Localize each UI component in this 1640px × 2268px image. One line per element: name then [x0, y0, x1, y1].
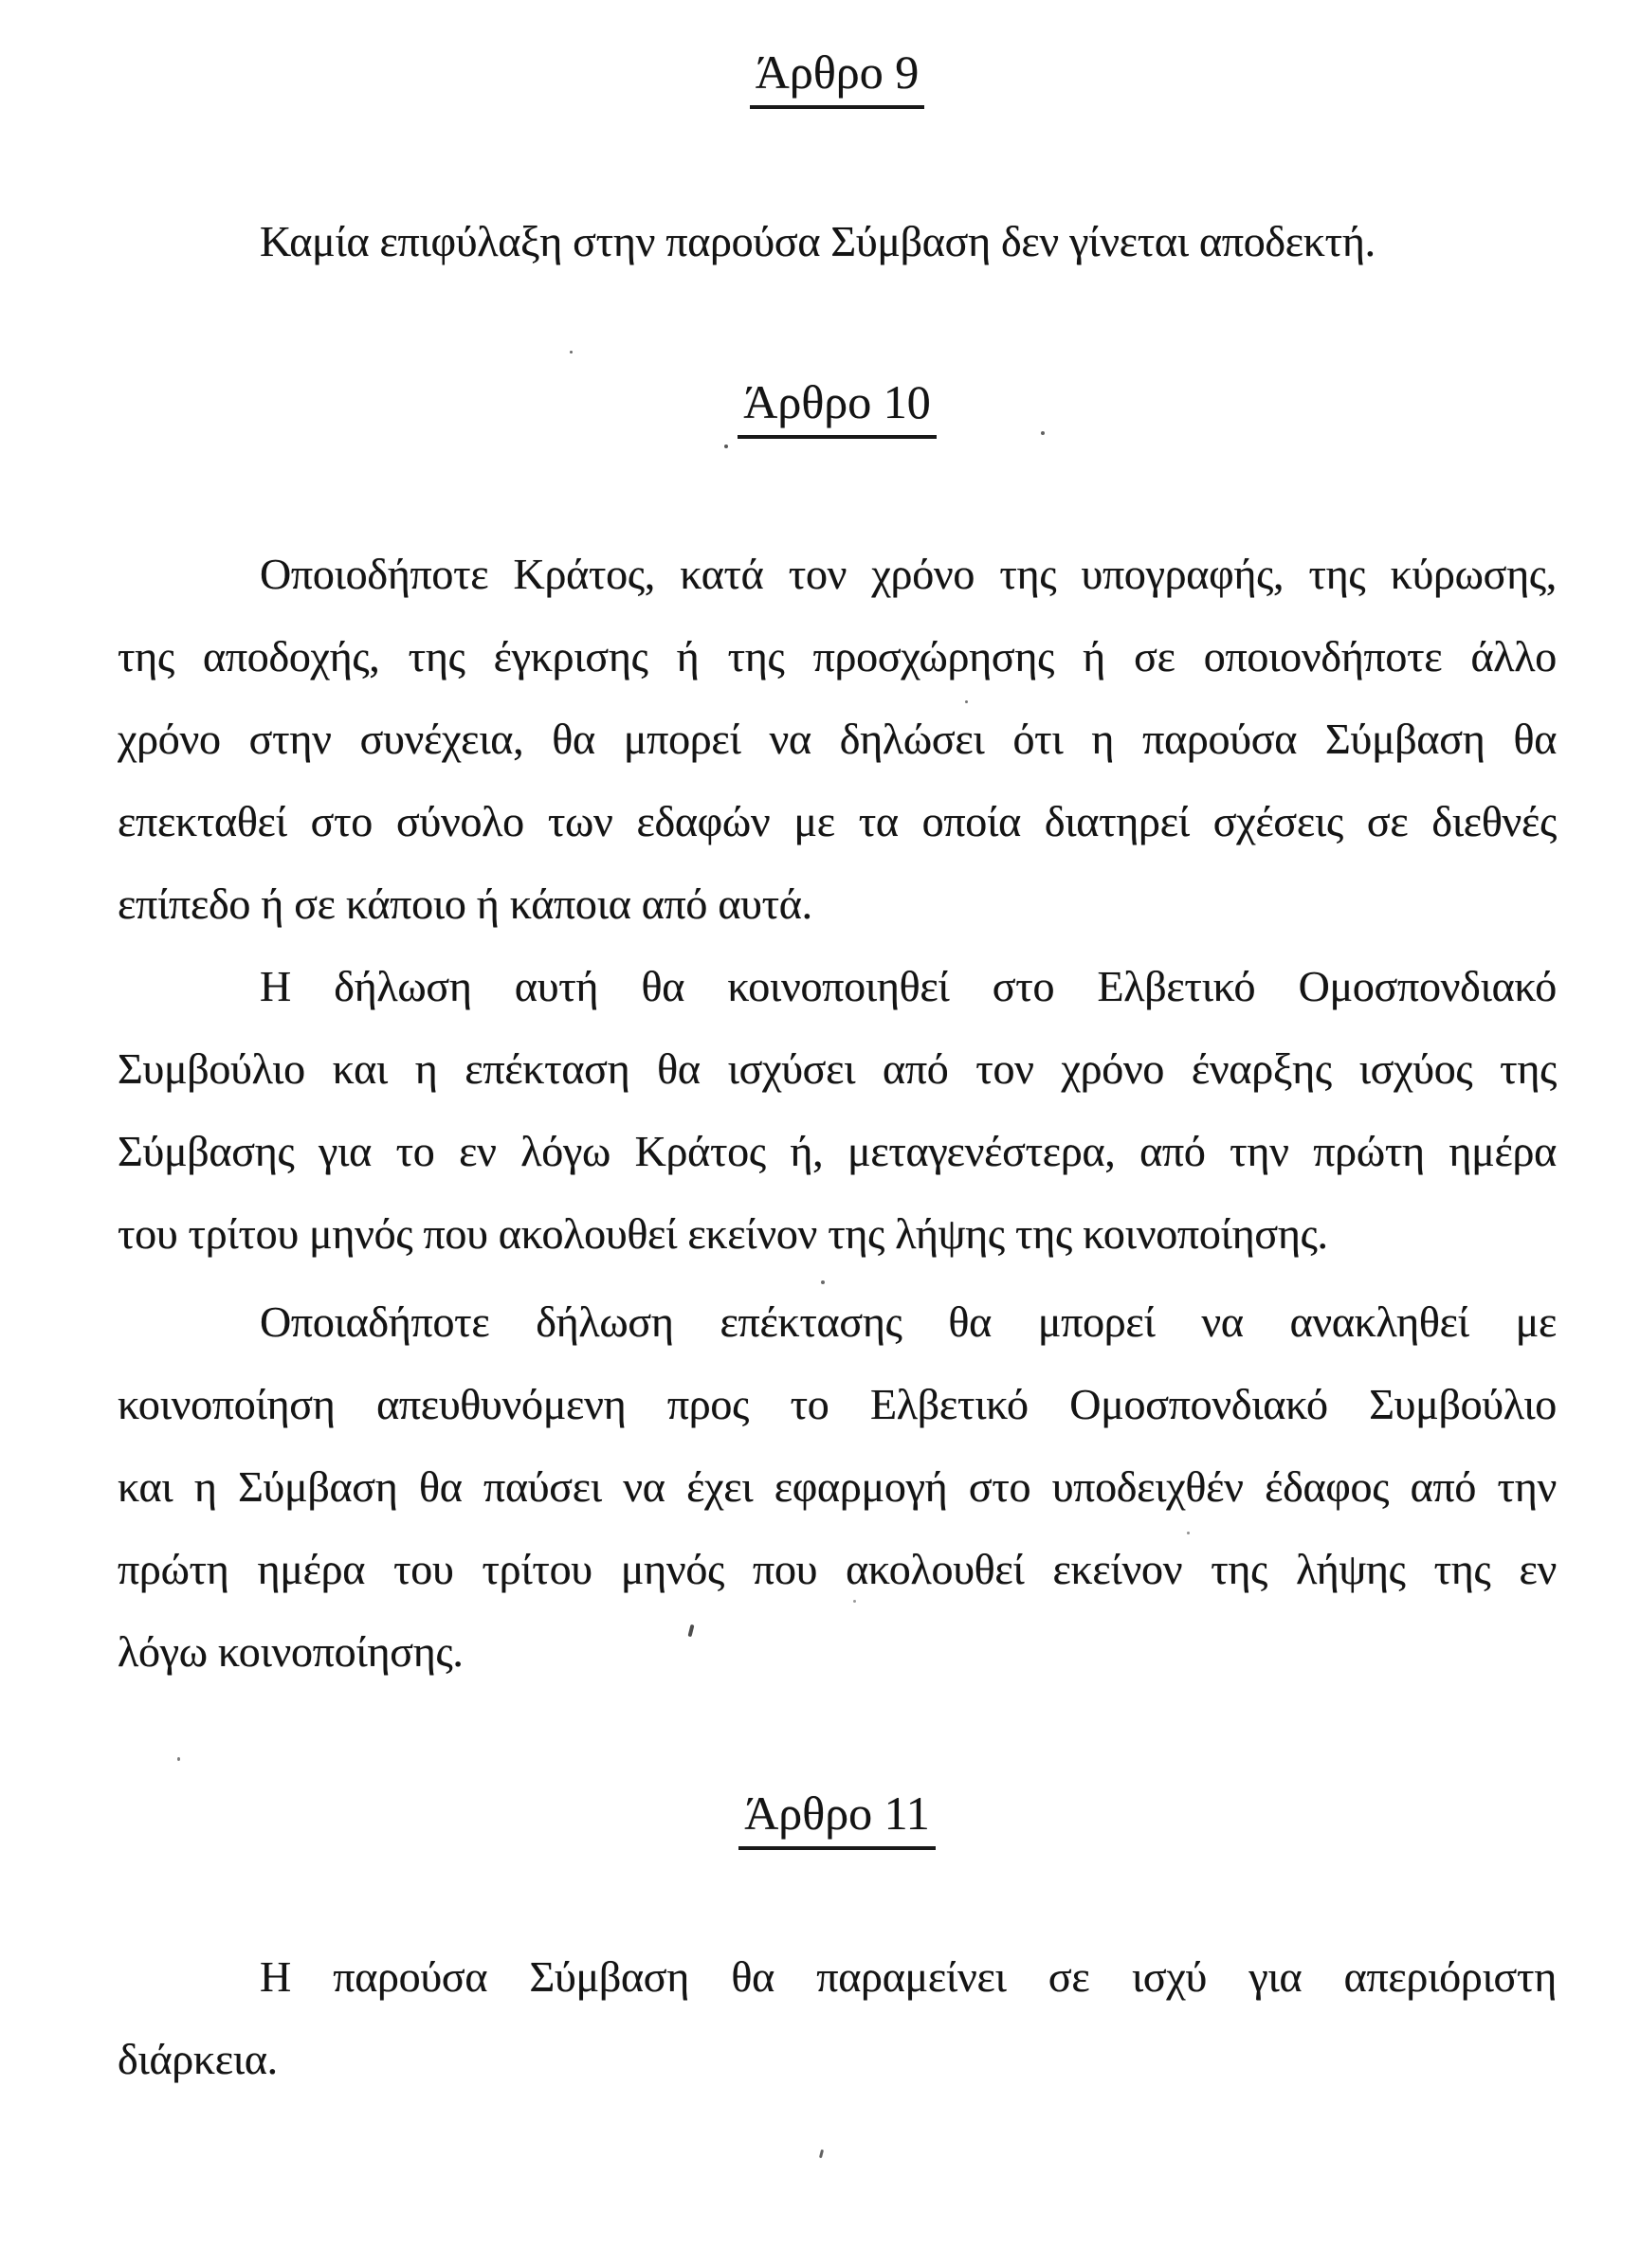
scan-mark-comma [819, 2150, 824, 2158]
article-11-paragraph-1 [118, 1935, 1557, 2100]
text-line: επίπεδο ή σε κάποιο ή κάποια από αυτά. [118, 880, 812, 928]
text-line: διάρκεια. [118, 2035, 278, 2083]
article-11-heading-text: Άρθρο 11 [738, 1785, 936, 1850]
article-10-paragraph-2 [118, 945, 1557, 1275]
scan-speck [821, 1280, 825, 1284]
text-line: χρόνο στην συνέχεια, θα μπορεί να δηλώσει ότι η παρούσα Σύμβαση θα [118, 715, 1557, 763]
text-line: Οποιοδήποτε Κράτος, κατά τον χρόνο της υπογραφής, της κύρωσης, [260, 550, 1557, 598]
scan-speck [724, 445, 728, 448]
text-line: Η δήλωση αυτή θα κοινοποιηθεί στο Ελβετικό Ομοσπονδιακό [260, 962, 1557, 1010]
text-line: Η παρούσα Σύμβαση θα παραμείνει σε ισχύ για απεριόριστη [260, 1952, 1557, 2001]
text-line: Οποιαδήποτε δήλωση επέκτασης θα μπορεί να ανακληθεί με [260, 1297, 1557, 1346]
article-10-heading-text: Άρθρο 10 [738, 373, 936, 439]
scan-speck [1187, 1532, 1190, 1534]
scan-speck [177, 1757, 180, 1761]
text-line: Σύμβασης για το εν λόγω Κράτος ή, μεταγενέστερα, από την πρώτη ημέρα [118, 1127, 1557, 1175]
text-line: του τρίτου μηνός που ακολουθεί εκείνον της λήψης της κοινοποίησης. [118, 1209, 1328, 1258]
article-11-heading [118, 1785, 1557, 1850]
article-9-paragraph-1 [118, 200, 1557, 282]
article-10-heading [118, 373, 1557, 439]
text-line: Καμία επιφύλαξη στην παρούσα Σύμβαση δεν γίνεται αποδεκτή. [260, 217, 1376, 265]
scan-speck [853, 1600, 856, 1603]
text-line: Συμβούλιο και η επέκταση θα ισχύσει από τον χρόνο έναρξης ισχύος της [118, 1044, 1557, 1093]
text-line: λόγω κοινοποίησης. [118, 1627, 464, 1676]
article-10-paragraph-3 [118, 1280, 1557, 1693]
article-9-heading-text: Άρθρο 9 [750, 44, 924, 109]
scan-speck [1041, 431, 1045, 435]
scan-speck [570, 351, 573, 354]
text-line: πρώτη ημέρα του τρίτου μηνός που ακολουθεί εκείνον της λήψης της εν [118, 1545, 1557, 1593]
article-9-heading [118, 44, 1557, 109]
text-line: της αποδοχής, της έγκρισης ή της προσχώρησης ή σε οποιονδήποτε άλλο [118, 632, 1557, 680]
text-line: επεκταθεί στο σύνολο των εδαφών με τα οποία διατηρεί σχέσεις σε διεθνές [118, 797, 1557, 845]
text-line: και η Σύμβαση θα παύσει να έχει εφαρμογή στο υποδειχθέν έδαφος από την [118, 1462, 1557, 1511]
text-line: κοινοποίηση απευθυνόμενη προς το Ελβετικό Ομοσπονδιακό Συμβούλιο [118, 1380, 1557, 1428]
scan-speck [965, 700, 968, 703]
article-10-paragraph-1 [118, 533, 1557, 945]
